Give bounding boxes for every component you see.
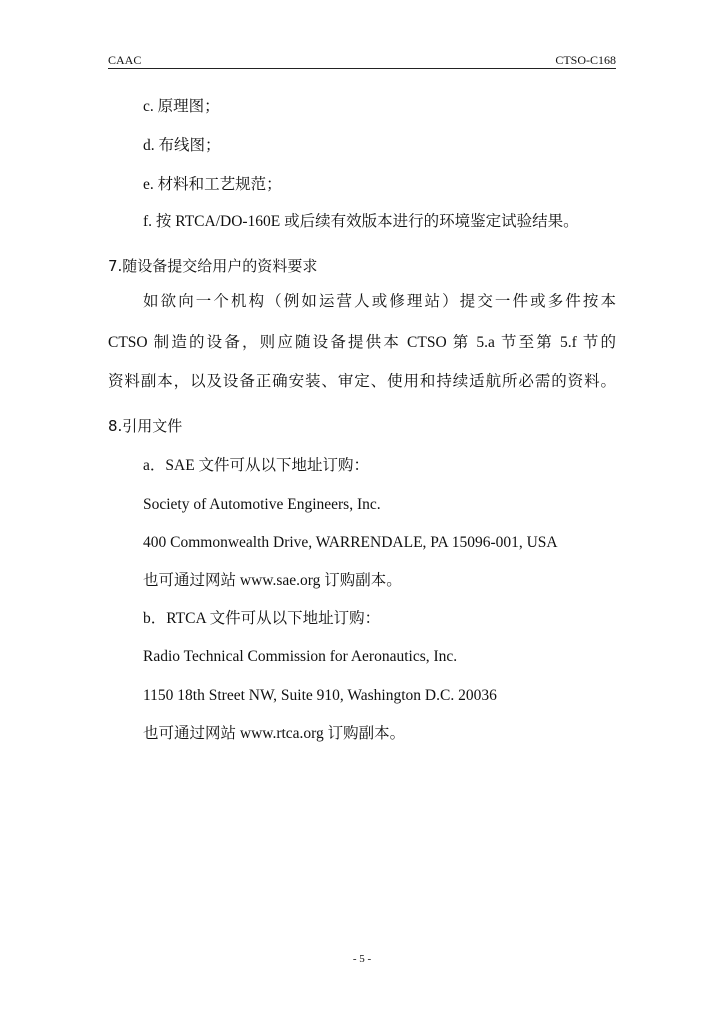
section-8-heading: 8.引用文件 bbox=[108, 417, 183, 435]
rtca-intro: b．RTCA 文件可从以下地址订购： bbox=[143, 610, 381, 627]
header-left-text: CAAC bbox=[108, 53, 142, 67]
list-item-d: d. 布线图； bbox=[143, 137, 221, 154]
rtca-website: 也可通过网站 www.rtca.org 订购副本。 bbox=[143, 725, 406, 742]
page-header bbox=[108, 52, 616, 68]
rtca-address: 1150 18th Street NW, Suite 910, Washington D.C. 20036 bbox=[143, 687, 497, 704]
rtca-organization: Radio Technical Commission for Aeronautics, Inc. bbox=[143, 648, 458, 665]
sae-website: 也可通过网站 www.sae.org 订购副本。 bbox=[143, 572, 402, 589]
sae-address: 400 Commonwealth Drive, WARRENDALE, PA 15096-001, USA bbox=[143, 534, 558, 551]
section-7-paragraph-line-1: 如欲向一个机构（例如运营人或修理站）提交一件或多件按本 bbox=[143, 293, 616, 310]
page-number: - 5 - bbox=[352, 953, 372, 965]
list-item-e: e. 材料和工艺规范； bbox=[143, 176, 282, 193]
section-7-heading: 7.随设备提交给用户的资料要求 bbox=[108, 257, 318, 275]
section-7-paragraph-line-2: CTSO 制造的设备，则应随设备提供本 CTSO 第 5.a 节至第 5.f 节的 bbox=[108, 334, 616, 351]
sae-intro: a．SAE 文件可从以下地址订购： bbox=[143, 457, 370, 474]
section-7-paragraph-line-3: 资料副本，以及设备正确安装、审定、使用和持续适航所必需的资料。 bbox=[108, 373, 616, 390]
list-item-c: c. 原理图； bbox=[143, 98, 220, 115]
header-right-text: CTSO-C168 bbox=[555, 53, 616, 67]
sae-organization: Society of Automotive Engineers, Inc. bbox=[143, 496, 381, 513]
list-item-f: f. 按 RTCA/DO-160E 或后续有效版本进行的环境鉴定试验结果。 bbox=[143, 213, 579, 230]
header-rule bbox=[108, 68, 616, 69]
